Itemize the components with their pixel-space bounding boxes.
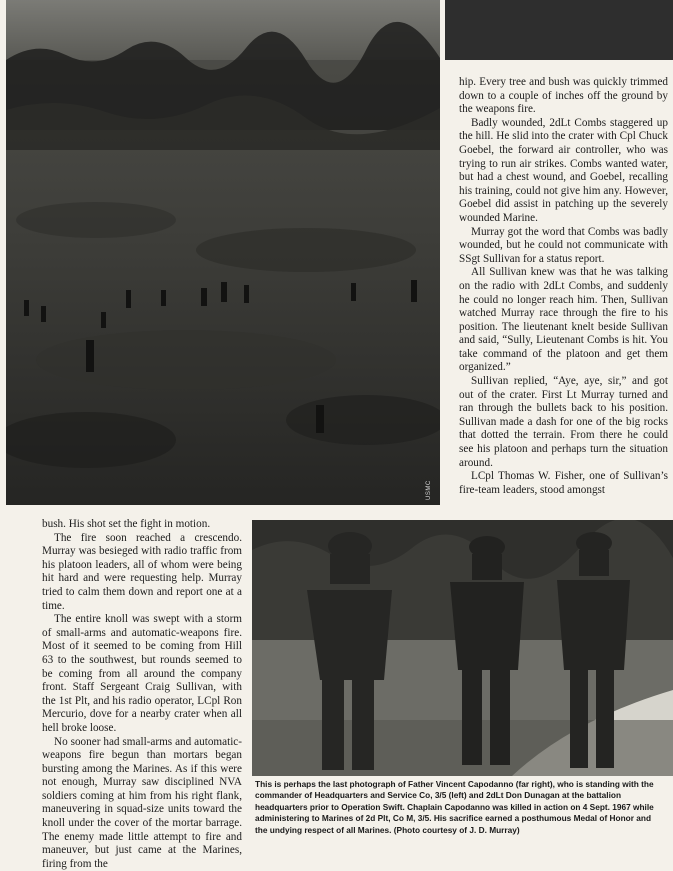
paragraph: The fire soon reached a crescendo. Murray was besieged with radio traffic from his platoon leaders, all of whom were being hit hard and were requesting help. Murray tried to calm them down and report one at a time. (42, 532, 242, 614)
paragraph: Badly wounded, 2dLt Combs staggered up the hill. He slid into the crater with Cpl Chuck Goebel, the forward air controller, who was trying to run air strikes. Combs wanted water, but had a chest wound, and Goebel, recalling his training, could not give him any. However, Goebel did assist in patching up the severely wounded Marine. (459, 117, 668, 226)
page-corner-block (445, 0, 673, 60)
battlefield-photo-image (6, 0, 440, 505)
capodanno-photo-image (252, 520, 673, 776)
right-column (459, 76, 668, 497)
photo-credit: USMC (426, 480, 432, 500)
paragraph: No sooner had small-arms and automatic-weapons fire begun than mortars began bursting among the Marines. As if this were not enough, Murray saw disciplined NVA soldiers coming at him from his right flank, maneuvering in squad-size units toward the knoll under the cover of the mortar barrage. The enemy made little attempt to fire and maneuver, but just came at the Marines, firing from the (42, 736, 242, 871)
paragraph: bush. His shot set the fight in motion. (42, 518, 242, 532)
paragraph: LCpl Thomas W. Fisher, one of Sullivan’s fire-team leaders, stood amongst (459, 470, 668, 497)
paragraph: The entire knoll was swept with a storm of small-arms and automatic-weapons fire. Most of it seemed to be coming from Hill 63 to the southwest, but rounds seemed to be coming from all around the company front. Staff Sergeant Craig Sullivan, with the 1st Plt, and his radio operator, LCpl Ron Mercurio, dove for a nearby crater when all hell broke loose. (42, 613, 242, 735)
paragraph: Sullivan replied, “Aye, aye, sir,” and got out of the crater. First Lt Murray turned and ran through the bullets back to his position. Sullivan made a dash for one of the big rocks that dotted the terrain. From there he could see his platoon and perhaps turn the situation around. (459, 375, 668, 470)
photo-caption: This is perhaps the last photograph of Father Vincent Capodanno (far right), who is standing with the commander of Headquarters and Service Co, 3/5 (left) and 2dLt Don Dunagan at the battalion headquarters prior to Operation Swift. Chaplain Capodanno was killed in action on 4 Sept. 1967 while administering to Marines of 2d Plt, Co M, 3/5. His sacrifice earned a posthumous Medal of Honor and the undying respect of all Marines. (Photo courtesy of J. D. Murray) (255, 779, 665, 836)
capodanno-photo (252, 520, 673, 776)
paragraph: Murray got the word that Combs was badly wounded, but he could not communicate with SSgt Sullivan for a status report. (459, 226, 668, 267)
paragraph: hip. Every tree and bush was quickly trimmed down to a couple of inches off the ground by the weapons fire. (459, 76, 668, 117)
paragraph: All Sullivan knew was that he was talking on the radio with 2dLt Combs, and suddenly he could no longer reach him. Then, Sullivan watched Murray race through the fire to his position. The lieutenant knelt beside Sullivan and said, “Sully, Lieutenant Combs is hit. You take command of the platoon and get them organized.” (459, 266, 668, 375)
left-column (42, 518, 242, 871)
battlefield-photo (6, 0, 440, 505)
